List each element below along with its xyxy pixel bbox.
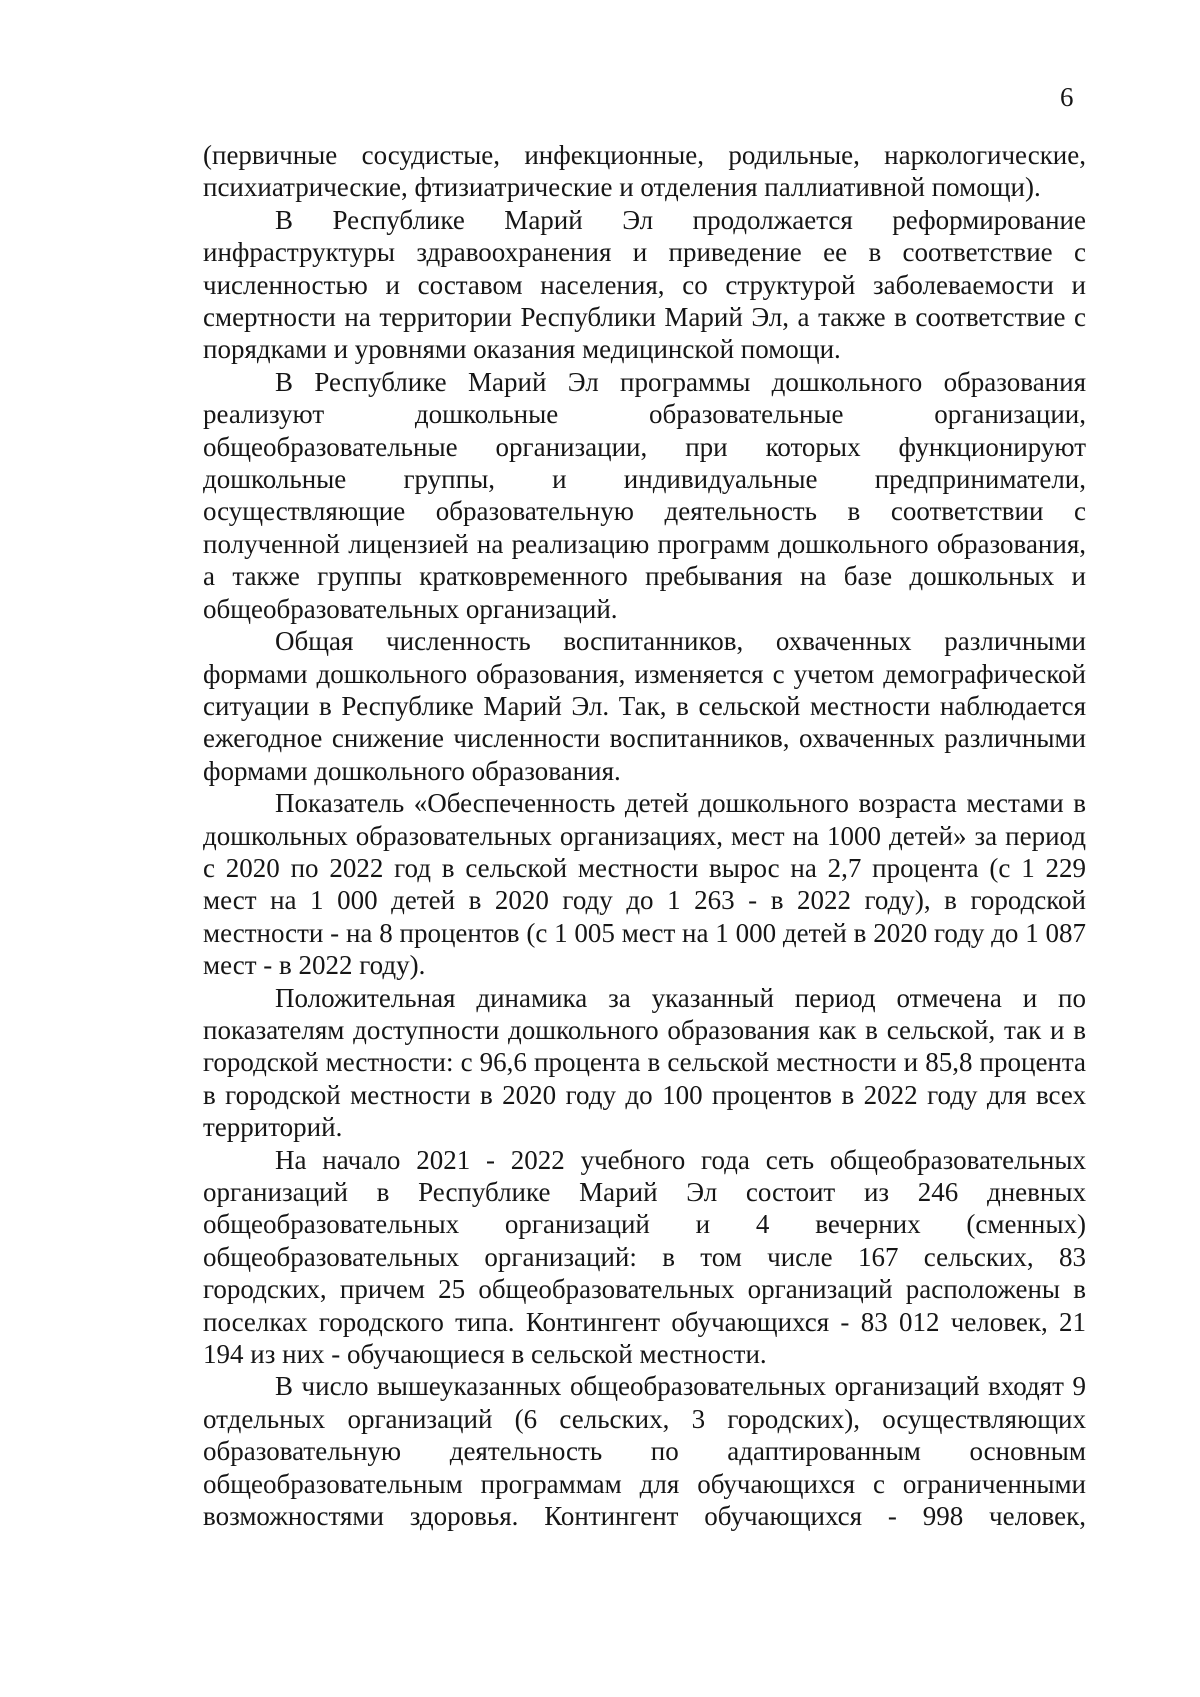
- paragraph-2: В Республике Марий Эл продолжается реформирование инфраструктуры здравоохранения и приведение ее в соответствие с численностью и составом населения, со структурой заболеваемости и смертности на территории Республики Марий Эл, а также в соответствие с порядками и уровнями оказания медицинской помощи.: [203, 204, 1086, 365]
- body-text: [203, 139, 1086, 1532]
- paragraph-1: (первичные сосудистые, инфекционные, родильные, наркологические, психиатрические, фтизиатрические и отделения паллиативной помощи).: [203, 140, 1086, 203]
- paragraph-6: Положительная динамика за указанный период отмечена и по показателям доступности дошкольного образования как в сельской, так и в городской местности: с 96,6 процента в сельской местности и 85,8 процента в городской местности в 2020 году до 100 процентов в 2022 году для всех территорий.: [203, 982, 1086, 1143]
- paragraph-5: Показатель «Обеспеченность детей дошкольного возраста местами в дошкольных образовательных организациях, мест на 1000 детей» за период с 2020 по 2022 год в сельской местности вырос на 2,7 процента (с 1 229 мест на 1 000 детей в 2020 году до 1 263 - в 2022 году), в городской местности - на 8 процентов (с 1 005 мест на 1 000 детей в 2020 году до 1 087 мест - в 2022 году).: [203, 788, 1086, 981]
- paragraph-4: Общая численность воспитанников, охваченных различными формами дошкольного образования, изменяется с учетом демографической ситуации в Республике Марий Эл. Так, в сельской местности наблюдается ежегодное снижение численности воспитанников, охваченных различными формами дошкольного образования.: [203, 626, 1086, 786]
- paragraph-8: В число вышеуказанных общеобразовательных организаций входят 9 отдельных организаций (6 сельских, 3 городских), осуществляющих образовательную деятельность по адаптированным основным общеобразовательным программам для обучающихся с ограниченными возможностями здоровья. Контингент обучающихся - 998 человек,: [203, 1371, 1086, 1532]
- page-number: 6: [1060, 82, 1074, 112]
- paragraph-7: На начало 2021 - 2022 учебного года сеть общеобразовательных организаций в Республике Марий Эл состоит из 246 дневных общеобразовательных организаций и 4 вечерних (сменных) общеобразовательных организаций: в том числе 167 сельских, 83 городских, причем 25 общеобразовательных организаций расположены в поселках городского типа. Контингент обучающихся - 83 012 человек, 21 194 из них - обучающиеся в сельской местности.: [203, 1144, 1086, 1370]
- paragraph-3: В Республике Марий Эл программы дошкольного образования реализуют дошкольные образовательные организации, общеобразовательные организации, при которых функционируют дошкольные группы, и индивидуальные предприниматели, осуществляющие образовательную деятельность в соответствии с полученной лицензией на реализацию программ дошкольного образования, а также группы кратковременного пребывания на базе дошкольных и общеобразовательных организаций.: [203, 366, 1086, 624]
